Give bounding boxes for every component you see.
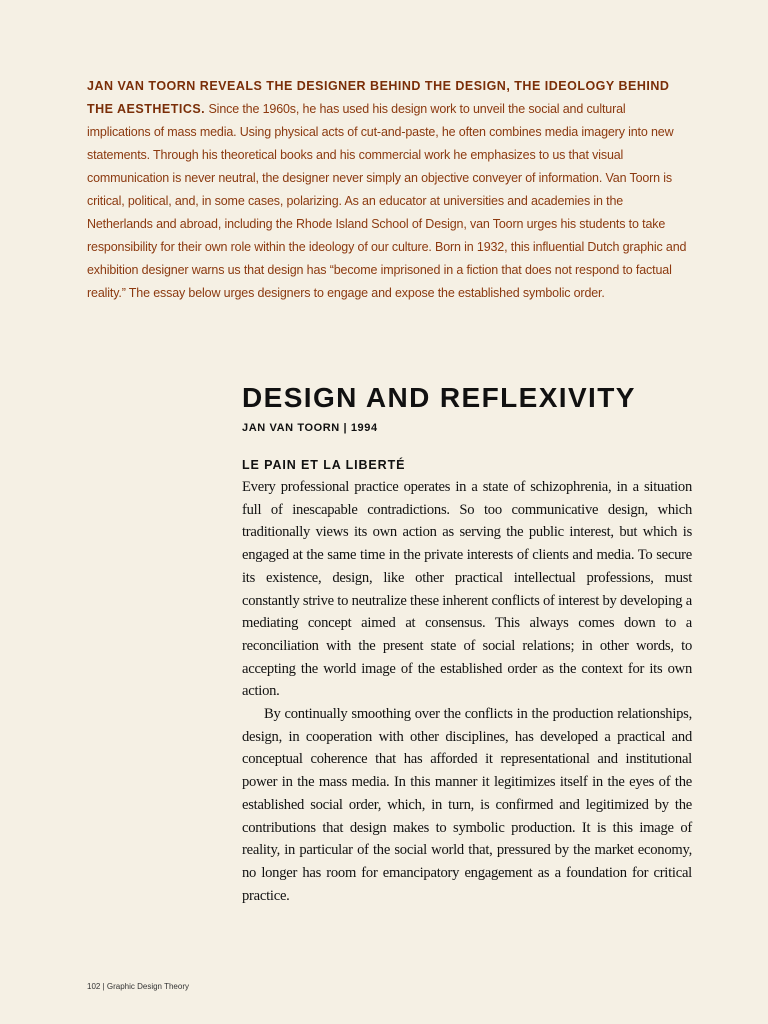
article-byline: JAN VAN TOORN | 1994: [242, 422, 378, 434]
article-body: [242, 476, 692, 907]
article-title: DESIGN AND REFLEXIVITY: [242, 382, 636, 413]
page-footer: 102 | Graphic Design Theory: [87, 982, 189, 991]
introduction-paragraph: [87, 75, 687, 305]
body-paragraph-2: By continually smoothing over the conflicts in the production relationships, design, in cooperation with other disciplines, has developed a practical and conceptual coherence that has afforded it representational and institutional power in the mass media. In this manner it legitimizes itself in the eyes of the established social order, which, in turn, is confirmed and legitimized by the contributions that design makes to symbolic production. It is this image of reality, in particular of the social world that, pressured by the market economy, no longer has room for emancipatory engagement as a foundation for critical practice.: [242, 706, 692, 904]
section-heading: LE PAIN ET LA LIBERTÉ: [242, 458, 406, 472]
introduction-lead: JAN VAN TOORN REVEALS THE DESIGNER BEHIND THE DESIGN, THE IDEOLOGY BEHIND THE AESTHETICS.: [87, 79, 670, 116]
article: [242, 378, 692, 907]
introduction-text: Since the 1960s, he has used his design work to unveil the social and cultural implications of mass media. Using physical acts of cut-and-paste, he often combines media imagery into new statements. Through his theoretical books and his commercial work he emphasizes to us that visual communication is never neutral, the designer never simply an objective conveyer of information. Van Toorn is critical, political, and, in some cases, polarizing. As an educator at universities and academies in the Netherlands and abroad, including the Rhode Island School of Design, van Toorn urges his students to take responsibility for their own role within the ideology of our culture. Born in 1932, this influential Dutch graphic and exhibition designer warns us that design has “become imprisoned in a fiction that does not respond to factual reality.” The essay below urges designers to engage and expose the established symbolic order.: [87, 102, 687, 300]
body-paragraph-1: Every professional practice operates in a state of schizophrenia, in a situation full of inescapable contradictions. So too communicative design, which traditionally views its own action as serving the public interest, but which is engaged at the same time in the private interests of clients and media. To secure its existence, design, like other practical intellectual professions, must constantly strive to neutralize these inherent conflicts of interest by developing a mediating concept aimed at consensus. This always comes down to a reconciliation with the present state of social relations; in other words, to accepting the world image of the established order as the context for its own action.: [242, 479, 692, 700]
